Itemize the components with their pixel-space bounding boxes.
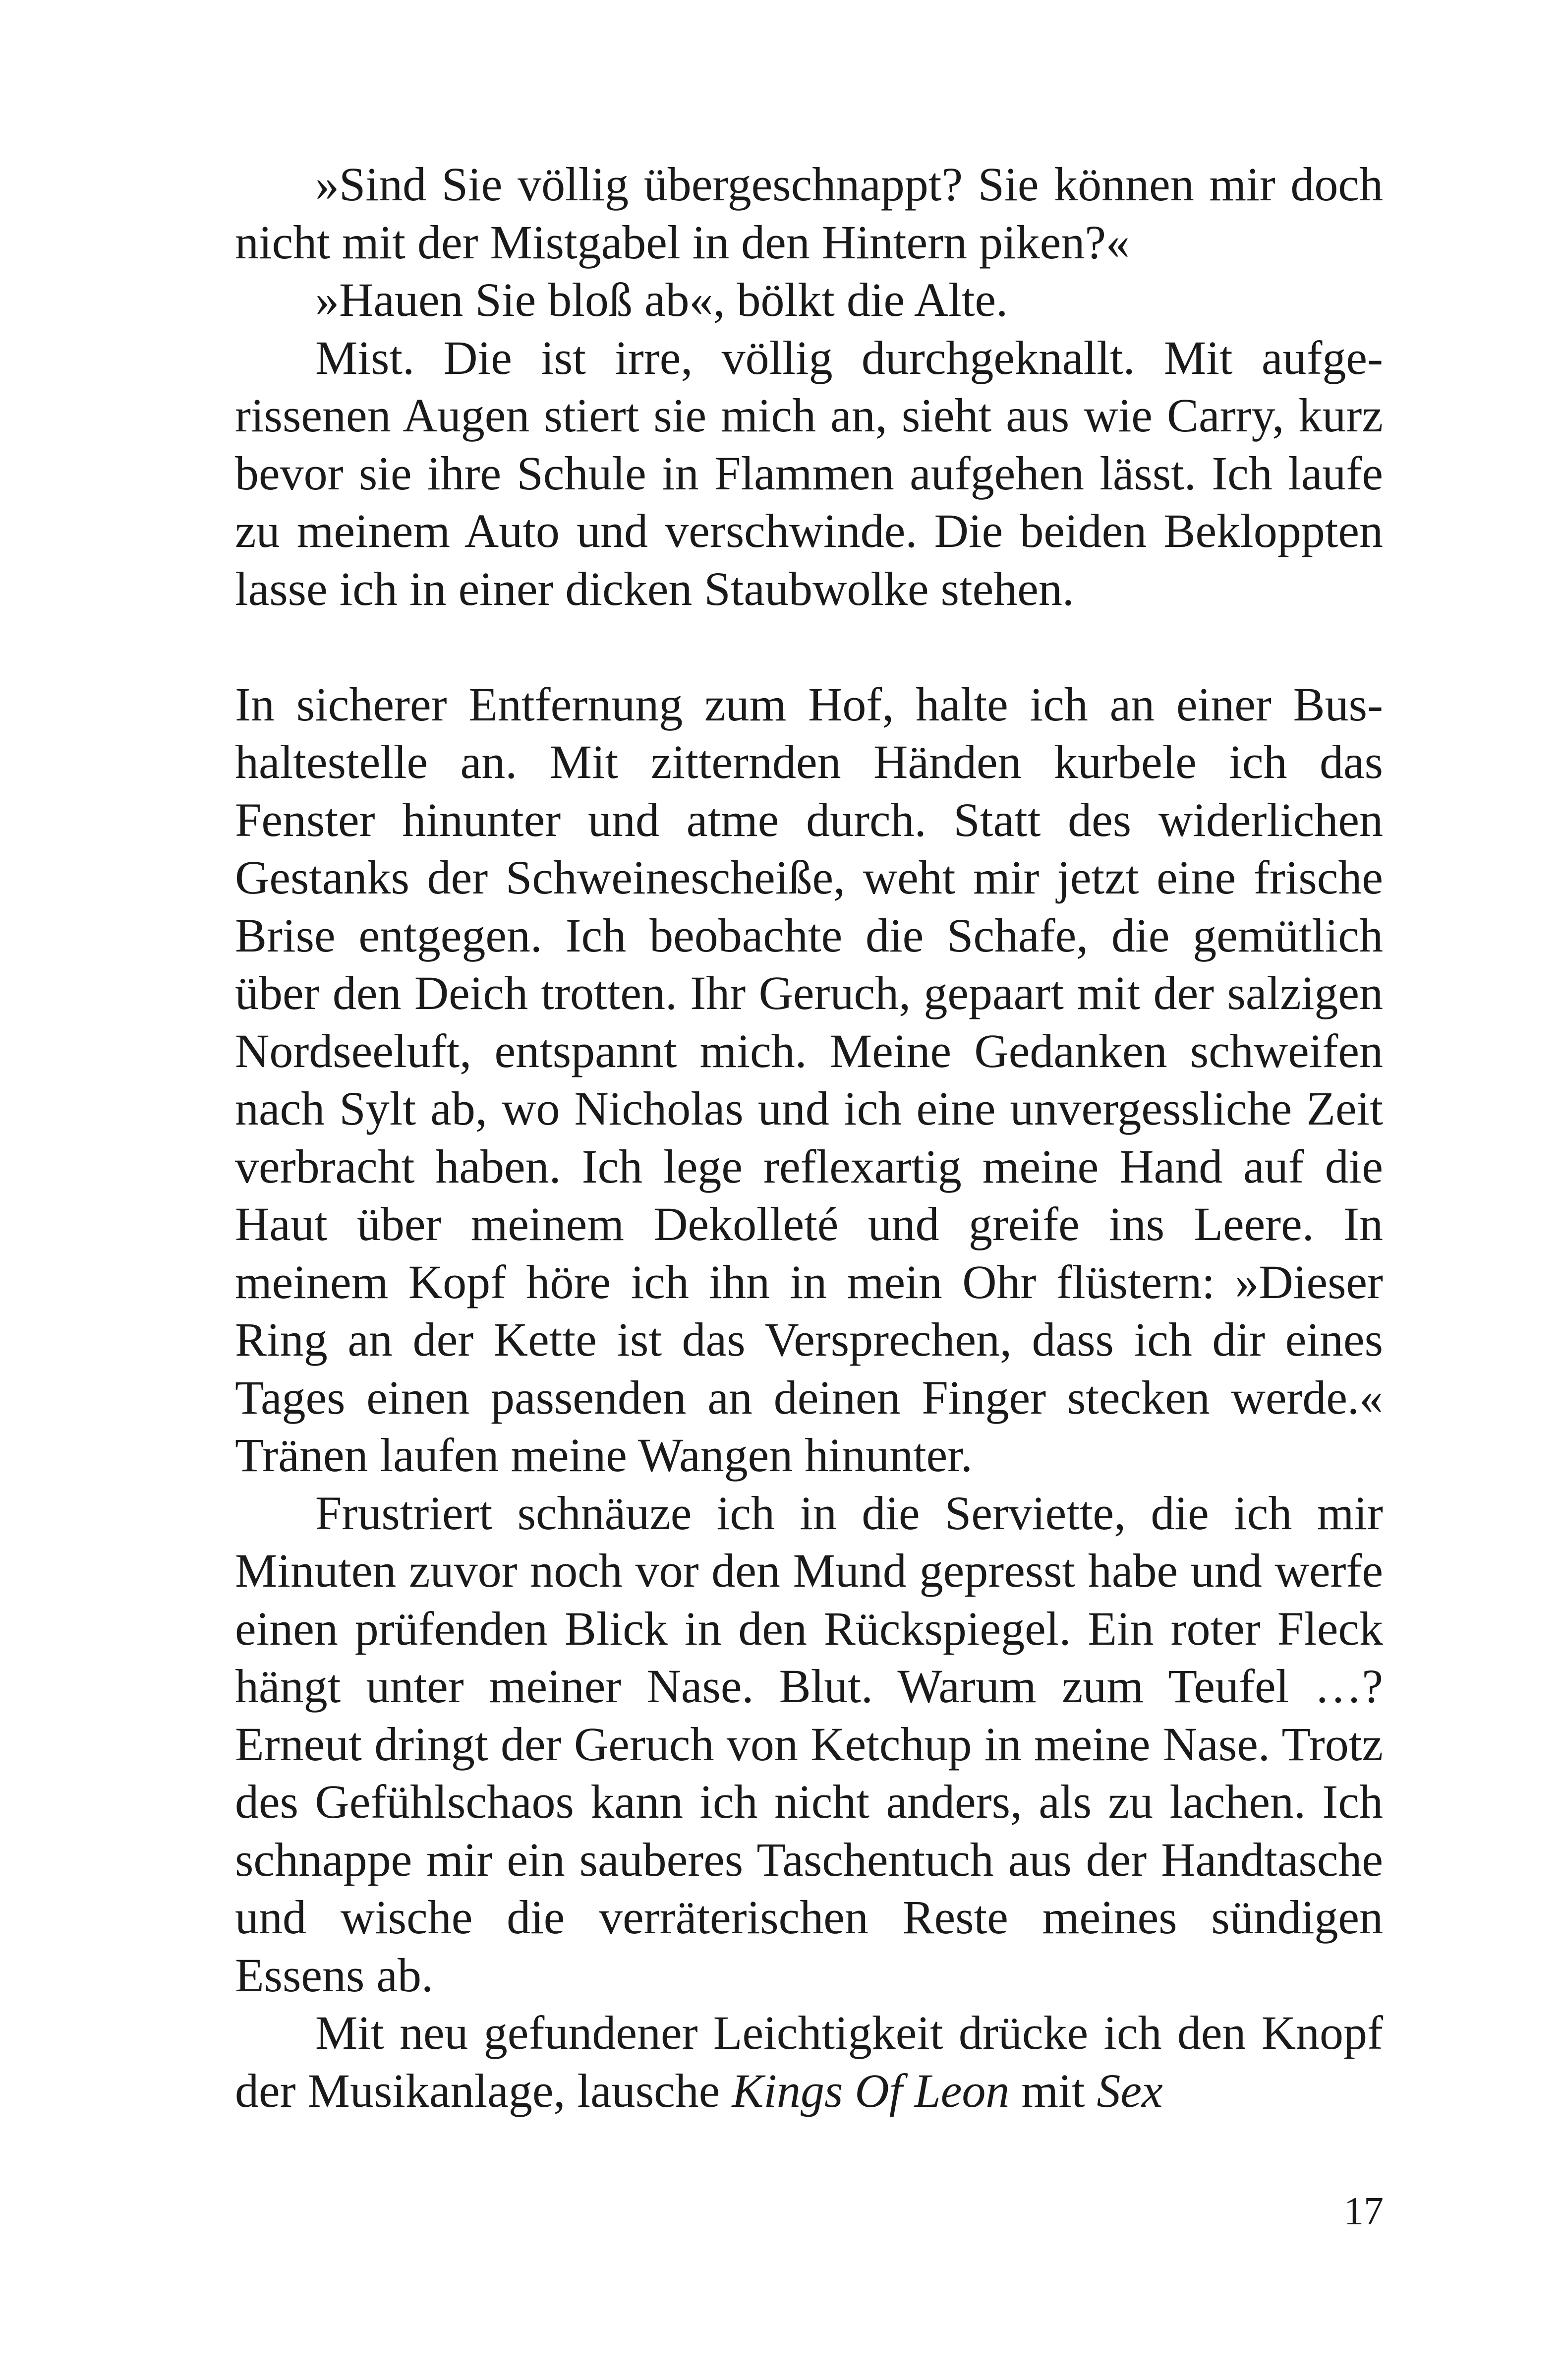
song-title-fragment: Sex bbox=[1097, 2064, 1163, 2117]
body-text bbox=[235, 156, 1383, 2120]
section-break bbox=[235, 618, 1383, 676]
paragraph-last bbox=[235, 2004, 1383, 2120]
page-number: 17 bbox=[1344, 2190, 1384, 2233]
band-name: Kings Of Leon bbox=[732, 2064, 1010, 2117]
paragraph: »Sind Sie völlig übergeschnappt? Sie können mir doch nicht mit der Mistgabel in den Hintern piken?« bbox=[235, 158, 1383, 269]
text-run: mit bbox=[1009, 2064, 1097, 2117]
paragraph: In sicherer Entfernung zum Hof, halte ich an einer Bushaltestelle an. Mit zitternden Händen kurbele ich das Fenster hinunter und atme durch. Statt des widerlichen Gestanks der Schweinescheiße, weht mir jetzt eine frische Brise entgegen. Ich beobachte die Schafe, die gemütlich über den Deich trotten. Ihr Geruch, gepaart mit der salzigen Nordseeluft, entspannt mich. Meine Gedanken schweifen nach Sylt ab, wo Nicholas und ich eine unvergessliche Zeit verbracht haben. Ich lege reflexartig meine Hand auf die Haut über meinem Dekolleté und greife ins Leere. In meinem Kopf höre ich ihn in mein Ohr flüstern: »Dieser Ring an der Kette ist das Versprechen, dass ich dir eines Tages einen passenden an deinen Finger stecken werde.« Tränen laufen meine Wangen hinunter. bbox=[235, 677, 1383, 1482]
paragraph: »Hauen Sie bloß ab«, bölkt die Alte. bbox=[315, 273, 1008, 326]
paragraph: Frustriert schnäuze ich in die Serviette, die ich mir Minuten zuvor noch vor den Mund gepresst habe und werfe einen prüfenden Blick in den Rückspiegel. Ein roter Fleck hängt unter meiner Nase. Blut. Warum zum Teufel …? Erneut dringt der Geruch von Ketchup in meine Nase. Trotz des Gefühlschaos kann ich nicht anders, als zu lachen. Ich schnappe mir ein sauberes Taschentuch aus der Handtasche und wische die verräterischen Reste meines sündigen Essens ab. bbox=[235, 1486, 1383, 2002]
text-run: Mit neu gefundener Leichtigkeit drücke ich den Knopf der Musikanlage, lausche bbox=[235, 2006, 1383, 2117]
paragraph: Mist. Die ist irre, völlig durchgeknallt. Mit aufgerissenen Augen stiert sie mich an, sieht aus wie Carry, kurz bevor sie ihre Schule in Flammen aufgehen lässt. Ich laufe zu meinem Auto und verschwinde. Die beiden Bekloppten lasse ich in einer dicken Staubwolke stehen. bbox=[235, 331, 1383, 615]
